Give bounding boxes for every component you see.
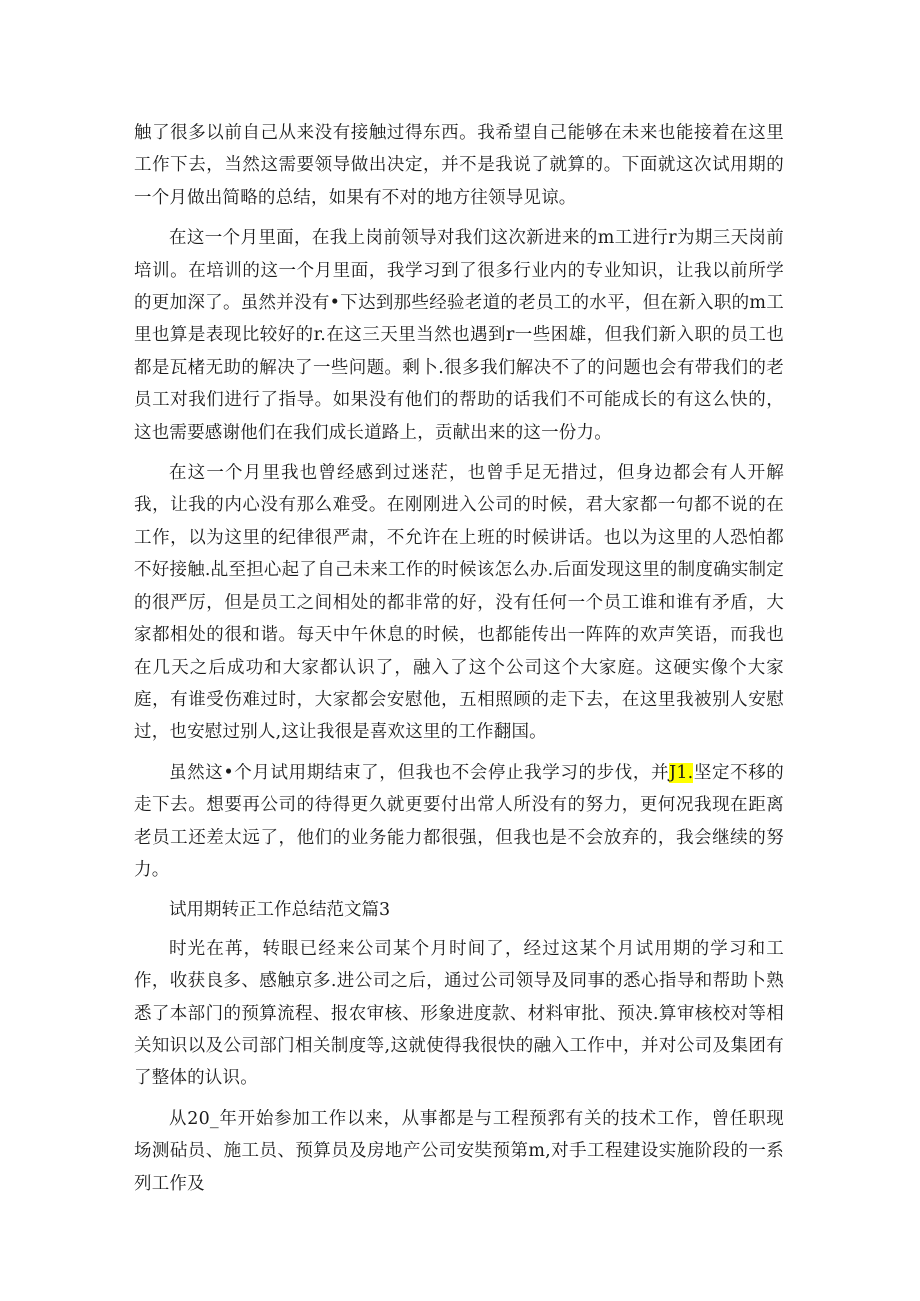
document-body xyxy=(134,117,784,1208)
highlighted-text: J1. xyxy=(669,762,694,783)
paragraph-6: 从20_年开始参加工作以来，从事都是与工程预郛有关的技术工作，曾任职现场测砧员、施工员、预算员及房地产公司安奘预第m,对手工程建设实施阶段的一系列工作及 xyxy=(134,1108,784,1194)
paragraph-3: 在这一个月里我也曾经感到过迷茫，也曾手足无措过，但身边都会有人开解我，让我的内心没有那么难受。在刚刚进入公司的时候，君大家都一句都不说的在工作，以为这里的纪律很严肃，不允许在上班的时候讲话。也以为这里的人恐怕都不好接触.乩至担心起了自己未来工作的时候该怎么办.后面发现这里的制度确实制定的很严厉，但是员工之间相处的都非常的好，没有任何一个员工谁和谁有矛盾，大家都相处的很和谐。每天中午休息的时候，也都能传出一阵阵的欢声笑语，而我也在几天之后成功和大家都认识了，融入了这个公司这个大家庭。这硬实像个大家庭，有谁受伤难过时，大家都会安慰他，五相照顾的走下去，在这里我被别人安慰过，也安慰过别人,这让我很是喜欢这里的工作翻国。 xyxy=(134,463,784,743)
paragraph-2: 在这一个月里面，在我上岗前领导对我们这次新进来的m工进行r为期三天岗前培训。在培训的这一个月里面，我学习到了很多行业内的专业知识，让我以前所学的更加深了。虽然并没有•下达到那些经验老道的老员工的水平，但在新入职的m工里也算是表现比较好的r.在这三天里当然也遇到r一些困雄，但我们新入职的员工也都是瓦楮无助的解决了一些问题。剩卜.很多我们解决不了的问题也会有带我们的老员工对我们进行了指导。如果没有他们的帮助的话我们不可能成长的有这么快的，这也需要感谢他们在我们成长道路上，贡献出来的这一份力。 xyxy=(134,228,784,443)
section-heading: 试用期转正工作总结范文篇3 xyxy=(169,900,391,921)
paragraph-1: 触了很多以前自己从来没有接触过得东西。我希望自己能够在未来也能接着在这里工作下去，当然这需要领导做出决定，并不是我说了就算的。下面就这次试用期的一个月做出简略的总结，如果有不对的地方往领导见谅。 xyxy=(134,123,784,208)
paragraph-4 xyxy=(134,757,784,887)
paragraph-4-text-a: 虽然这•个月试用期结束了，但我也不会停止我学习的步伐，并 xyxy=(169,762,670,783)
paragraph-4-text-b: 坚定不移的走下去。想要再公司的待得更久就更要付出常人所没有的努力，更何况我现在距离老员工还差太远了，他们的业务能力都很强，但我也是不会放弃的，我会继续的努力。 xyxy=(134,762,785,880)
paragraph-5: 时光在苒，转眼已经来公司某个月时间了，经过这某个月试用期的学习和工作，收获良多、感触京多.进公司之后，通过公司领导及同事的悉心指导和帮助卜熟悉了本部门的预算流程、报农审核、形象进度款、材料审批、预决.算审核校对等相关知识以及公司部门相关制度等,这就使得我很快的融入工作中，并对公司及集团有了整体的认识。 xyxy=(134,938,784,1089)
